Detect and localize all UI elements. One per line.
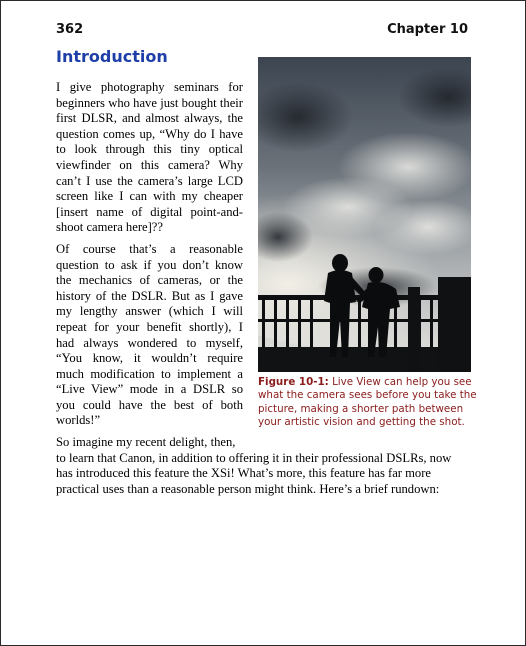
paragraph: I give photography seminars for beginners who have just bought their first DLSR, and almost always, the question comes up, “Why do I have to look through this tiny optical viewfinder on this camera? Why can’t I use the camera’s large LCD screen like I can with my cheaper [insert name of digital point-and-shoot camera here]?? bbox=[56, 80, 243, 235]
silhouette-photo-image bbox=[258, 57, 471, 372]
paragraph-line: So imagine my recent delight, then, bbox=[56, 435, 236, 449]
chapter-heading: Chapter 10 bbox=[387, 22, 468, 37]
paragraph-line: to learn that Canon, in addition to offering it in their professional DSLRs, now bbox=[56, 450, 452, 465]
wrapped-text-column bbox=[56, 80, 243, 435]
figure-photo bbox=[258, 57, 471, 372]
page-number: 362 bbox=[56, 22, 84, 37]
figure-caption bbox=[258, 376, 478, 429]
figure-caption-text: Live View can help you see what the camera sees before you take the picture, making a shorter path between your artistic vision and getting the shot. bbox=[258, 376, 477, 428]
full-width-paragraph bbox=[56, 435, 473, 497]
paragraph: Of course that’s a reasonable question to ask if you don’t know the mechanics of cameras, or the history of the DSLR. But as I gave my lengthy answer (which I will repeat for your benefit shortly), I had always wondered to myself, “You know, it wouldn’t require much modification to implement a “Live View” mode in a DSLR so you could have the best of both worlds!” bbox=[56, 241, 243, 428]
section-title: Introduction bbox=[56, 47, 168, 66]
paragraph-line: practical uses than a reasonable person might think. Here’s a brief rundown: bbox=[56, 481, 440, 496]
paragraph-line: has introduced this feature the XSi! What’s more, this feature has far more bbox=[56, 466, 432, 481]
figure-label: Figure 10-1: bbox=[258, 376, 329, 388]
